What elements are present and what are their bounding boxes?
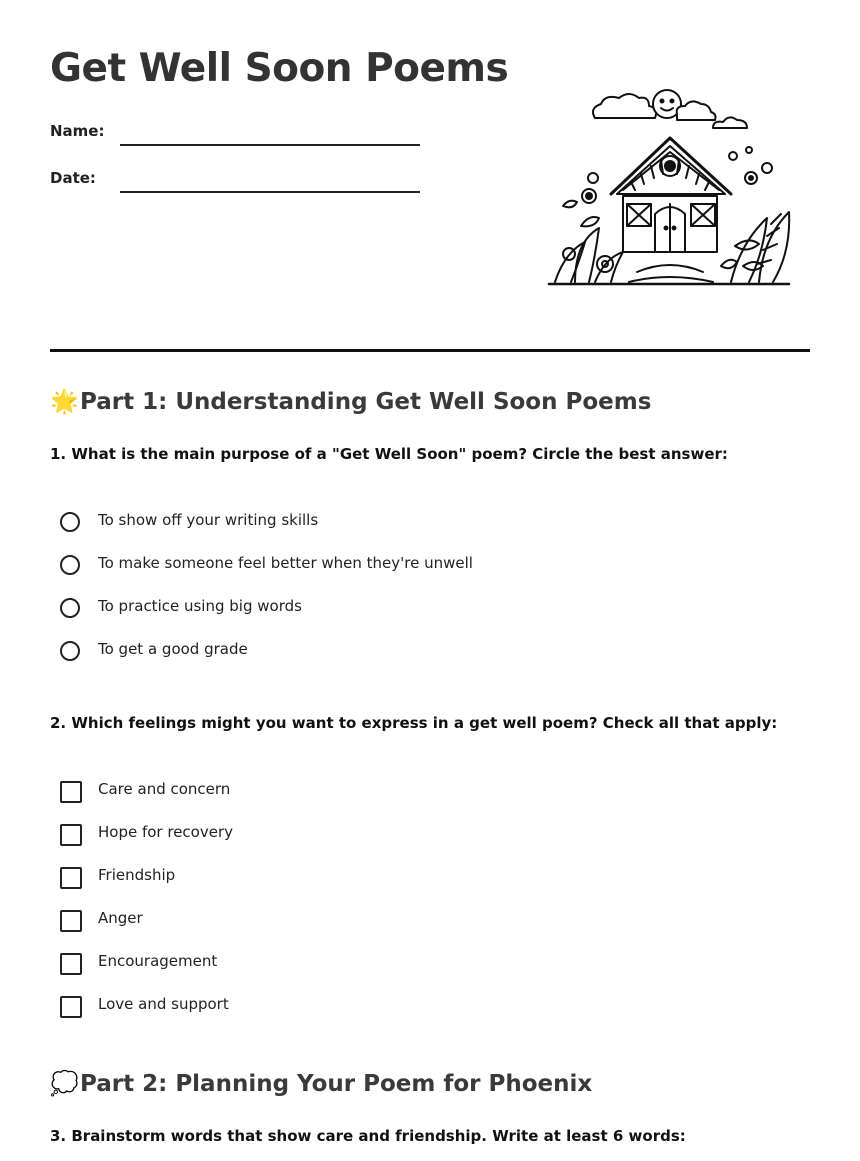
radio-circle[interactable]	[60, 641, 80, 661]
q2-option[interactable]	[60, 952, 760, 978]
question-1: 1. What is the main purpose of a "Get Well Soon" poem? Circle the best answer:	[50, 445, 728, 463]
q1-option[interactable]	[60, 597, 760, 623]
page-title: Get Well Soon Poems	[50, 46, 509, 91]
q2-option-label: Friendship	[98, 866, 176, 884]
q2-option[interactable]	[60, 909, 760, 935]
q1-option-label: To show off your writing skills	[98, 511, 319, 529]
radio-circle[interactable]	[60, 598, 80, 618]
part1-heading-text: Part 1: Understanding Get Well Soon Poems	[80, 389, 652, 415]
checkbox[interactable]	[60, 953, 82, 975]
part2-heading	[50, 1070, 592, 1097]
checkbox[interactable]	[60, 867, 82, 889]
q1-option-label: To get a good grade	[98, 640, 248, 658]
checkbox[interactable]	[60, 781, 82, 803]
checkbox[interactable]	[60, 996, 82, 1018]
radio-circle[interactable]	[60, 555, 80, 575]
cottage-garden-illustration	[545, 86, 795, 298]
part1-heading	[50, 388, 651, 415]
date-label: Date:	[50, 169, 96, 187]
q2-option-label: Hope for recovery	[98, 823, 234, 841]
section-divider	[50, 349, 810, 352]
q2-option-label: Anger	[98, 909, 143, 927]
thought-bubble-icon: 💭	[50, 1071, 79, 1097]
q2-option[interactable]	[60, 995, 760, 1021]
radio-circle[interactable]	[60, 512, 80, 532]
q1-option[interactable]	[60, 640, 760, 666]
question-3: 3. Brainstorm words that show care and friendship. Write at least 6 words:	[50, 1127, 686, 1145]
q1-option[interactable]	[60, 511, 760, 537]
q2-option-label: Care and concern	[98, 780, 231, 798]
question-2: 2. Which feelings might you want to express in a get well poem? Check all that apply:	[50, 714, 778, 732]
q2-option[interactable]	[60, 866, 760, 892]
date-field[interactable]	[50, 165, 430, 195]
q1-option-label: To make someone feel better when they're unwell	[98, 554, 473, 572]
star-icon: 🌟	[50, 389, 79, 415]
part2-heading-text: Part 2: Planning Your Poem for Phoenix	[80, 1071, 593, 1097]
q2-option[interactable]	[60, 823, 760, 849]
q2-option-label: Encouragement	[98, 952, 218, 970]
q1-option[interactable]	[60, 554, 760, 580]
name-line[interactable]	[120, 144, 420, 146]
name-label: Name:	[50, 122, 105, 140]
checkbox[interactable]	[60, 910, 82, 932]
date-line[interactable]	[120, 191, 420, 193]
q2-option-label: Love and support	[98, 995, 229, 1013]
q2-option[interactable]	[60, 780, 760, 806]
checkbox[interactable]	[60, 824, 82, 846]
name-field[interactable]	[50, 118, 430, 148]
q1-option-label: To practice using big words	[98, 597, 302, 615]
